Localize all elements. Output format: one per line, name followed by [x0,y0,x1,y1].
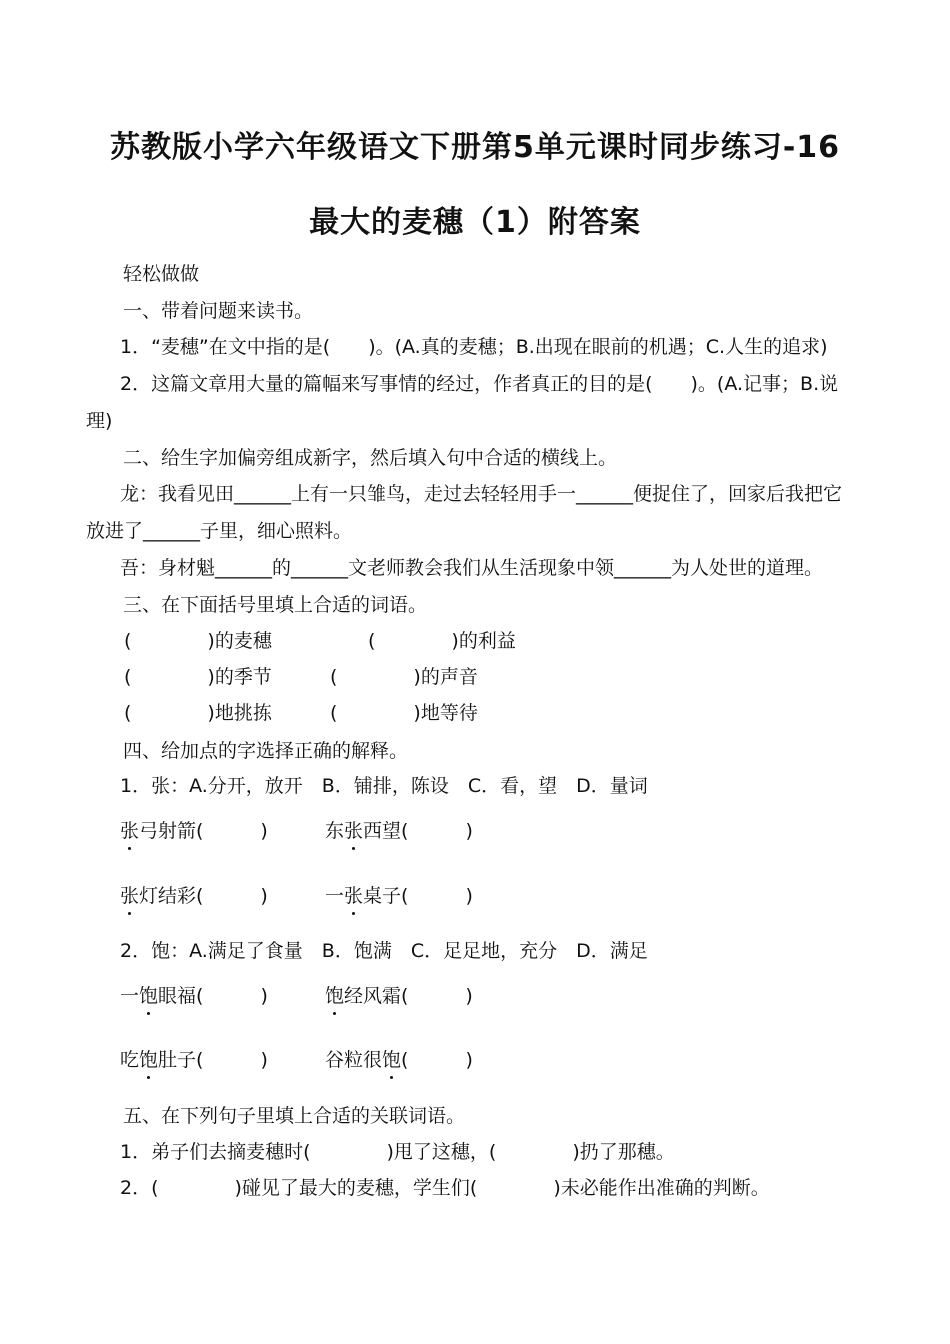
dotted-character: 张 [120,881,139,908]
q4-bao-definitions: 2．饱：A.满足了食量 B．饱满 C．足足地，充分 D．满足 [120,940,648,962]
dotted-character: 张 [344,816,363,843]
q1-item-1: 1．“麦穗”在文中指的是( )。(A.真的麦穗；B.出现在眼前的机遇；C.人生的追求) [120,336,828,358]
item-prefix: 一 [325,885,345,907]
q3-blank-item: ( )的利益 [368,630,516,652]
item-prefix: 东 [325,820,345,842]
q3-blank-item: ( )地等待 [330,702,478,724]
dotted-character: 张 [344,881,363,908]
q1-heading: 一、带着问题来读书。 [123,300,314,322]
q5-item-2: 2．( )碰见了最大的麦穗，学生们( )未必能作出准确的判断。 [120,1177,770,1199]
dotted-character: 饱 [139,981,158,1008]
q5-item-1: 1．弟子们去摘麦穗时( )甩了这穗，( )扔了那穗。 [120,1141,675,1163]
q4-zhang-item [325,881,473,908]
q2-heading: 二、给生字加偏旁组成新字，然后填入句中合适的横线上。 [123,447,618,469]
item-suffix: 眼福( ) [158,985,268,1007]
dotted-character: 张 [120,816,139,843]
q4-bao-item [120,1045,268,1072]
q3-blank-item: ( )地挑拣 [124,702,272,724]
q1-item-2-line-2: 理) [86,410,113,432]
q4-zhang-item [120,816,268,843]
item-suffix: 肚子( ) [158,1049,268,1071]
item-prefix: 吃 [120,1049,140,1071]
q4-bao-item [120,981,268,1008]
q4-zhang-item [120,881,268,908]
dotted-character: 饱 [382,1045,401,1072]
section-label-easy: 轻松做做 [123,263,200,285]
q2-wu-line: 吾：身材魁______的______文老师教会我们从生活现象中领______为人处世的道理。 [120,557,824,579]
q4-heading: 四、给加点的字选择正确的解释。 [123,740,409,762]
page-title-line-2: 最大的麦穗（1）附答案 [309,205,641,240]
dotted-character: 饱 [139,1045,158,1072]
q4-zhang-item [325,816,473,843]
item-suffix: 桌子( ) [363,885,473,907]
q3-blank-item: ( )的麦穗 [124,630,272,652]
q4-bao-item [325,981,473,1008]
q2-long-line-1: 龙：我看见田______上有一只雏鸟，走过去轻轻用手一______便捉住了，回家后我把它 [120,483,843,505]
item-suffix: 经风霜( ) [344,985,473,1007]
q5-heading: 五、在下列句子里填上合适的关联词语。 [123,1105,466,1127]
q3-blank-item: ( )的声音 [330,666,478,688]
q4-bao-item [325,1045,473,1072]
q4-zhang-definitions: 1．张：A.分开，放开 B．铺排，陈设 C．看，望 D．量词 [120,775,648,797]
q3-heading: 三、在下面括号里填上合适的词语。 [123,594,428,616]
item-suffix: 弓射箭( ) [139,820,268,842]
item-prefix: 谷粒很 [325,1049,383,1071]
item-suffix: ( ) [401,1049,473,1071]
q2-long-line-2: 放进了______子里，细心照料。 [86,520,353,542]
item-suffix: 西望( ) [363,820,473,842]
q3-blank-item: ( )的季节 [124,666,272,688]
item-prefix: 一 [120,985,140,1007]
item-suffix: 灯结彩( ) [139,885,268,907]
q1-item-2-line-1: 2．这篇文章用大量的篇幅来写事情的经过，作者真正的目的是( )。(A.记事；B.说 [120,373,839,395]
page-title-line-1: 苏教版小学六年级语文下册第5单元课时同步练习-16 [109,130,841,165]
dotted-character: 饱 [325,981,344,1008]
